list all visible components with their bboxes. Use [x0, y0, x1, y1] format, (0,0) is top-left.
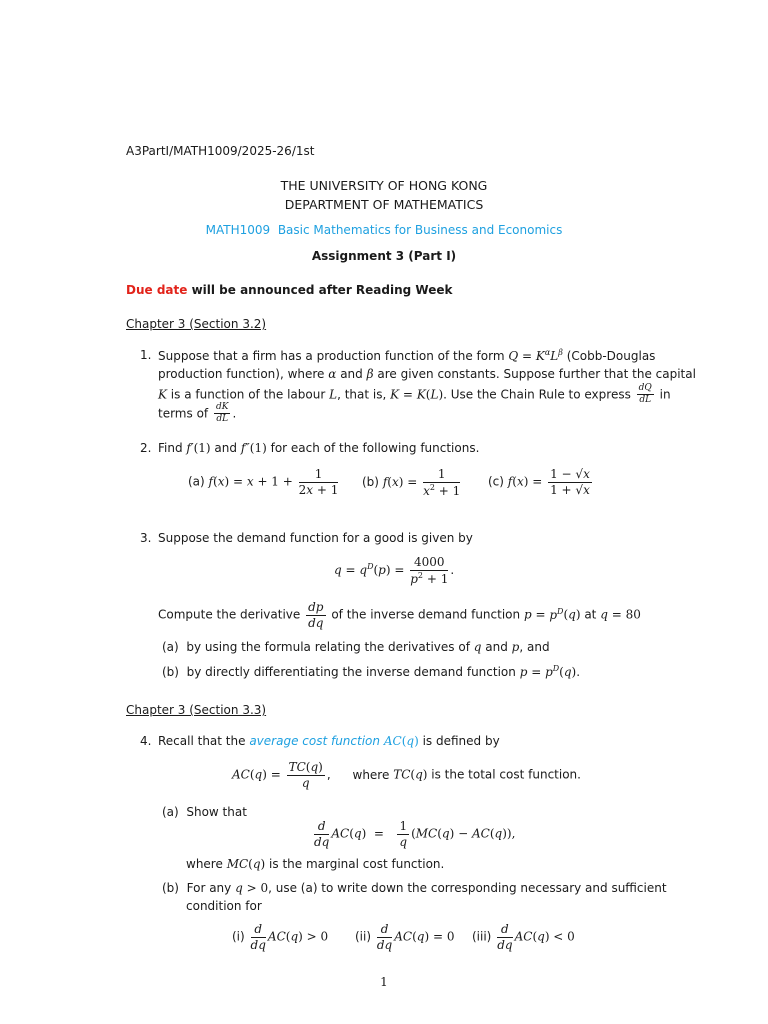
question-2-part-b: (b) f(x) = $\frac{1}{x^2 + 1}$: [362, 467, 461, 498]
question-1-line-2: production function), where α and β are given constants. Suppose further that the capital: [158, 367, 696, 381]
question-1-number: 1.: [140, 348, 152, 362]
page-number: 1: [380, 975, 388, 989]
question-1-line-3: K is a function of the labour L, that is, K = K(L). Use the Chain Rule to express $\frac{dQ}{dL}$ in: [158, 383, 671, 406]
due-date-label: Due date: [126, 283, 188, 297]
course-name: Basic Mathematics for Business and Economics: [277, 223, 563, 237]
question-4-number: 4.: [140, 734, 152, 748]
section-heading-3-2: Chapter 3 (Section 3.2): [126, 317, 267, 331]
average-cost-definition: AC(q) = $\frac{TC(q)}{q}$ , where TC(q) is the total cost function.: [232, 760, 581, 790]
condition-ii: (ii) $\frac{d}{dq}$ AC(q) = 0: [355, 922, 455, 952]
condition-i: (i) $\frac{d}{dq}$ AC(q) > 0: [232, 922, 329, 952]
demand-function-equation: $q = q^D(p)$ = $\frac{4000}{p^2 + 1}$ .: [334, 555, 455, 586]
question-3-part-a: (a) by using the formula relating the derivatives of q and p, and: [162, 640, 550, 654]
assignment-title: Assignment 3 (Part I): [311, 249, 457, 263]
question-4-part-a-where: where MC(q) is the marginal cost function.: [186, 857, 445, 871]
question-4-line-1: Recall that the average cost function AC(q) is defined by: [158, 734, 500, 748]
question-3-compute-line: Compute the derivative $\frac{dp}{dq}$ of the inverse demand function $p = p^D(q)$ at q = 80: [158, 600, 641, 630]
section-heading-3-3: Chapter 3 (Section 3.3): [126, 703, 267, 717]
question-4-part-a: (a) Show that: [162, 805, 247, 819]
document-code: A3PartI/MATH1009/2025-26/1st: [126, 144, 315, 158]
due-date-line: [126, 283, 452, 297]
condition-iii: (iii) $\frac{d}{dq}$ AC(q) < 0: [472, 922, 575, 952]
department-name: DEPARTMENT OF MATHEMATICS: [284, 197, 484, 212]
course-code: MATH1009: [205, 223, 271, 237]
question-2-line-1: Find f′(1) and f″(1) for each of the following functions.: [158, 441, 480, 455]
marginal-relation-equation: $\frac{d}{dq}$ AC(q) = $\frac{1}{q}$ (MC(q) − AC(q)),: [314, 819, 516, 849]
question-2-part-c: (c) f(x) = $\frac{1 - √x}{1 + √x}$: [488, 467, 590, 497]
question-4-part-b-line-1: (b) For any q > 0, use (a) to write down the corresponding necessary and sufficient: [162, 881, 667, 895]
question-3-part-b: (b) by directly differentiating the inverse demand function $p = p^D(q)$.: [162, 664, 581, 679]
question-1-line-1: Suppose that a firm has a production function of the form $Q = K^\alpha L^\beta$ (Cobb-Douglas: [158, 348, 656, 363]
question-3-line-1: Suppose the demand function for a good is given by: [158, 531, 473, 545]
question-4-part-b-line-2: condition for: [186, 899, 262, 913]
university-name: THE UNIVERSITY OF HONG KONG: [280, 178, 488, 193]
due-date-text: will be announced after Reading Week: [191, 283, 453, 297]
course-title: [0, 223, 768, 237]
question-1-line-4: terms of $\frac{dK}{dL}$ .: [158, 402, 237, 425]
question-2-part-a: (a) f(x) = x + 1 + $\frac{1}{2x + 1}$: [188, 467, 339, 497]
question-3-number: 3.: [140, 531, 152, 545]
question-2-number: 2.: [140, 441, 152, 455]
